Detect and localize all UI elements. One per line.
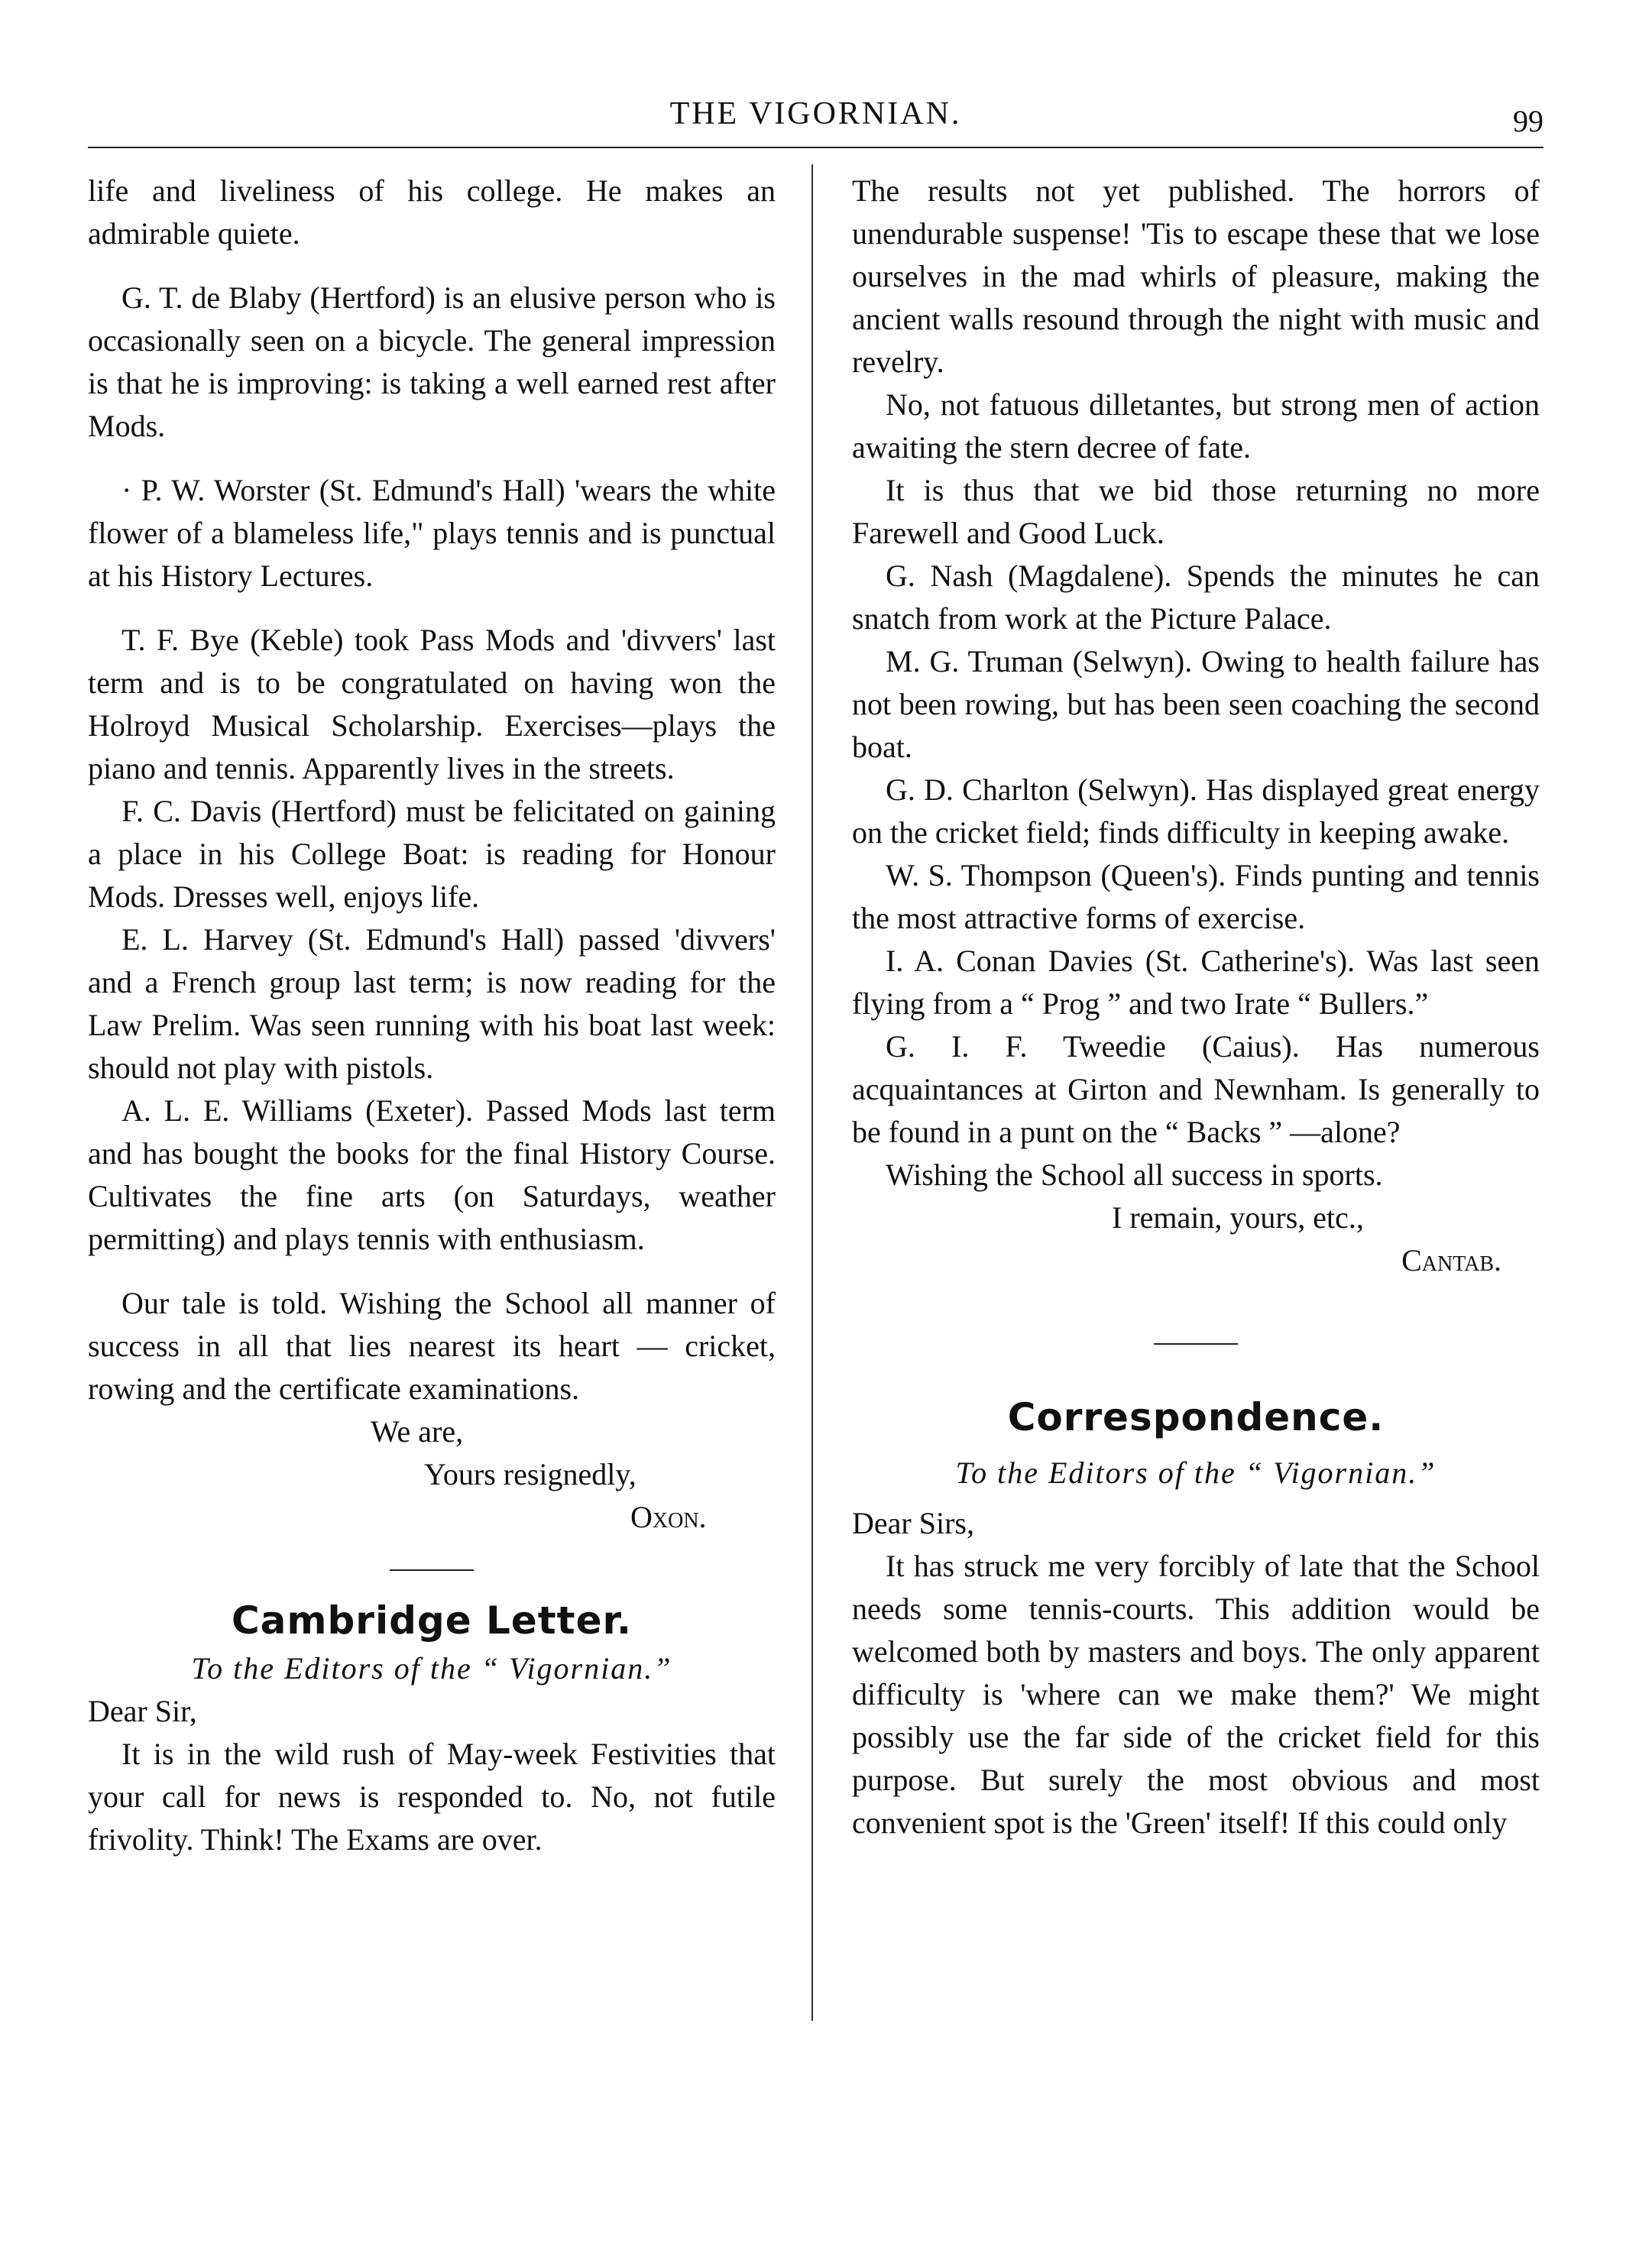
paragraph: F. C. Davis (Hertford) must be felicitated on gaining a place in his College Boat: is reading for Honour Mods. Dresses well, enjoys life. [88,794,776,914]
section-heading: Correspondence. [1007,1395,1385,1439]
signature-name: Oxon. [630,1500,707,1534]
paragraph: · P. W. Worster (St. Edmund's Hall) 'wears the white flower of a blameless life," plays tennis and is punctual at his History Lectures. [88,473,776,593]
paragraph: It is thus that we bid those returning no more Farewell and Good Luck. [852,473,1540,550]
left-column [88,170,776,1861]
paragraph: M. G. Truman (Selwyn). Owing to health failure has not been rowing, but has been seen coaching the second boat. [852,644,1540,764]
right-column [852,170,1540,1844]
addressee-line: To the Editors of the “ Vigornian.” [191,1651,672,1685]
paragraph: Wishing the School all success in sports. [886,1158,1383,1192]
signature-name: Cantab. [1401,1243,1501,1277]
paragraph: G. Nash (Magdalene). Spends the minutes he can snatch from work at the Picture Palace. [852,559,1540,636]
paragraph: G. I. F. Tweedie (Caius). Has numerous acquaintances at Girton and Newnham. Is generally to be found in a punt on the “ Backs ” —alone? [852,1029,1540,1149]
addressee-line: To the Editors of the “ Vigornian.” [955,1456,1437,1490]
running-title: THE VIGORNIAN. [669,96,962,131]
page-number: 99 [1513,104,1543,138]
paragraph: A. L. E. Williams (Exeter). Passed Mods last term and has bought the books for the final History Course. Cultivates the fine arts (on Saturdays, weather permitting) and plays tennis with enthusiasm. [88,1093,776,1256]
column-divider [811,164,813,2021]
section-heading: Cambridge Letter. [231,1598,633,1643]
header-rule [88,147,1543,148]
paragraph: G. D. Charlton (Selwyn). Has displayed great energy on the cricket field; finds difficulty in keeping awake. [852,772,1540,850]
paragraph: It is in the wild rush of May-week Festivities that your call for news is responded to. No, not futile frivolity. Think! The Exams are over. [88,1737,776,1857]
paragraph: The results not yet published. The horrors of unendurable suspense! 'Tis to escape these that we lose ourselves in the mad whirls of pleasure, making the ancient walls resound through the night with music and revelry. [852,173,1540,379]
signature-line: I remain, yours, etc., [1112,1200,1364,1235]
paragraph: G. T. de Blaby (Hertford) is an elusive person who is occasionally seen on a bicycle. The general impression is that he is improving: is taking a well earned rest after Mods. [88,280,776,443]
paragraph: T. F. Bye (Keble) took Pass Mods and 'divvers' last term and is to be congratulated on having won the Holroyd Musical Scholarship. Exercises—plays the piano and tennis. Apparently lives in the streets. [88,623,776,785]
paragraph: life and liveliness of his college. He makes an admirable quiete. [88,173,776,251]
page-header [88,96,1543,141]
paragraph: No, not fatuous dilletantes, but strong men of action awaiting the stern decree of fate. [852,387,1540,465]
signature-line: We are, [371,1414,464,1449]
paragraph: Our tale is told. Wishing the School all manner of success in all that lies nearest its heart — cricket, rowing and the certificate examinations. [88,1286,776,1406]
paragraph: I. A. Conan Davies (St. Catherine's). Was last seen flying from a “ Prog ” and two Irate “ Bullers.” [852,944,1540,1021]
paragraph: It has struck me very forcibly of late that the School needs some tennis-courts. This addition would be welcomed both by masters and boys. The only apparent difficulty is 'where can we make them?' We might possibly use the far side of the cricket field for this purpose. But surely the most obvious and most convenient spot is the 'Green' itself! If this could only [852,1549,1540,1840]
paragraph: E. L. Harvey (St. Edmund's Hall) passed 'divvers' and a French group last term; is now reading for the Law Prelim. Was seen running with his boat last week: should not play with pistols. [88,922,776,1085]
paragraph: W. S. Thompson (Queen's). Finds punting and tennis the most attractive forms of exercise. [852,858,1540,935]
salutation: Dear Sir, [88,1694,197,1728]
salutation: Dear Sirs, [852,1506,974,1540]
signature-line: Yours resignedly, [424,1457,637,1491]
